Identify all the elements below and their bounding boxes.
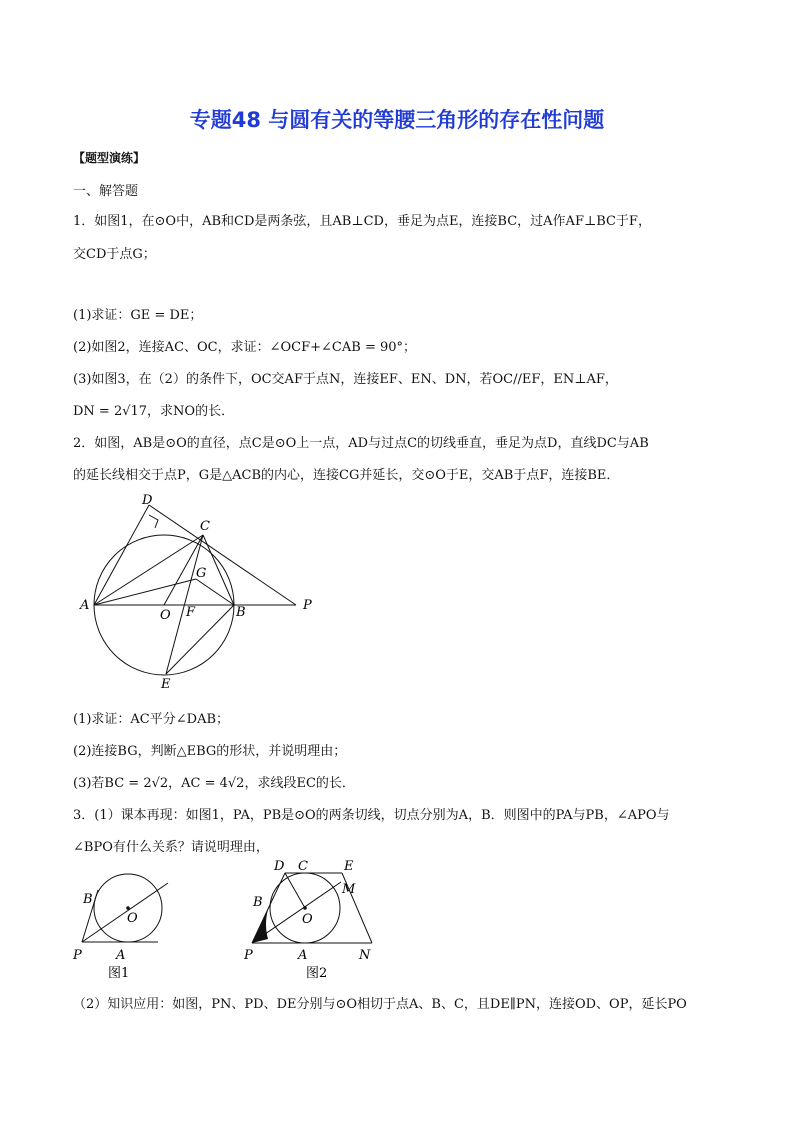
- q2-right-angle-mark: [149, 515, 158, 528]
- q2-line-AD: [94, 505, 149, 605]
- fig2-label-O: O: [302, 912, 313, 927]
- q1-part3-cont: DN = 2√17，求NO的长．: [73, 404, 235, 419]
- q2-part2: (2)连接BG，判断△EBG的形状，并说明理由；: [73, 744, 347, 759]
- q2-part1: (1)求证：AC平分∠DAB；: [73, 712, 230, 727]
- q2-figure: [70, 490, 330, 700]
- q1-part3: (3)如图3，在（2）的条件下，OC交AF于点N，连接EF、EN、DN，若OC//EF，EN⊥AF，: [73, 372, 618, 387]
- label-D: D: [142, 493, 153, 508]
- fig2-label-A: A: [298, 948, 308, 963]
- fig1-line-PO: [82, 883, 168, 942]
- q3-line1: 3．(1）课本再现：如图1，PA，PB是⊙O的两条切线，切点分别为A，B．则图中的PA与PB，∠APO与: [73, 808, 670, 823]
- fig2-label-D: D: [274, 859, 285, 874]
- label-F: F: [186, 605, 196, 620]
- label-A: A: [80, 598, 90, 613]
- q1-line2: 交CD于点G；: [73, 247, 156, 262]
- fig2-center-dot: [303, 906, 307, 910]
- page-title: 专题48 与圆有关的等腰三角形的存在性问题: [189, 108, 605, 132]
- section-tag: 【题型演练】: [73, 151, 146, 165]
- q1-part2: (2)如图2，连接AC、OC，求证：∠OCF+∠CAB = 90°；: [73, 340, 417, 355]
- q1-line1: 1．如图1，在⊙O中，AB和CD是两条弦，且AB⊥CD，垂足为点E，连接BC，过A作AF⊥BC于F，: [73, 214, 651, 229]
- fig1-label-P: P: [73, 948, 82, 963]
- fig2-line-DO: [285, 873, 305, 908]
- fig2-caption: 图2: [306, 966, 328, 981]
- fig1-label-O: O: [127, 911, 138, 926]
- fig2-label-B: B: [253, 895, 263, 910]
- q2-line1: 2．如图，AB是⊙O的直径，点C是⊙O上一点，AD与过点C的切线垂直，垂足为点D，直线DC与AB: [73, 436, 649, 451]
- q3-line3: （2）知识应用：如图，PN、PD、DE分别与⊙O相切于点A、B、C，且DE∥PN，连接OD、OP，延长PO: [73, 997, 687, 1012]
- fig1-label-A: A: [116, 948, 126, 963]
- fig2-label-P: P: [244, 948, 253, 963]
- fig2-label-E: E: [344, 859, 354, 874]
- label-P: P: [303, 598, 312, 613]
- fig1-center-dot: [126, 906, 130, 910]
- label-G: G: [196, 566, 207, 581]
- q2-line-AG: [94, 579, 196, 605]
- label-E: E: [161, 677, 171, 692]
- q3-figure-2: [238, 855, 383, 983]
- label-O: O: [160, 608, 171, 623]
- fig1-label-B: B: [83, 892, 93, 907]
- fig2-label-M: M: [342, 882, 356, 897]
- fig2-label-C: C: [298, 859, 308, 874]
- q2-line2: 的延长线相交于点P，G是△ACB的内心，连接CG并延长，交⊙O于E，交AB于点F，连接BE．: [73, 468, 620, 483]
- fig2-label-N: N: [359, 948, 371, 963]
- q1-part1: (1)求证：GE = DE；: [73, 308, 203, 323]
- q3-figure-1: [70, 855, 190, 983]
- label-C: C: [200, 519, 210, 534]
- q3-line2: ∠BPO有什么关系？请说明理由，: [73, 840, 269, 855]
- q2-line-EB: [166, 605, 234, 674]
- fig1-caption: 图1: [108, 966, 130, 981]
- section-heading: 一、解答题: [73, 184, 139, 199]
- q2-part3: (3)若BC = 2√2，AC = 4√2，求线段EC的长．: [73, 776, 355, 791]
- label-B: B: [236, 605, 246, 620]
